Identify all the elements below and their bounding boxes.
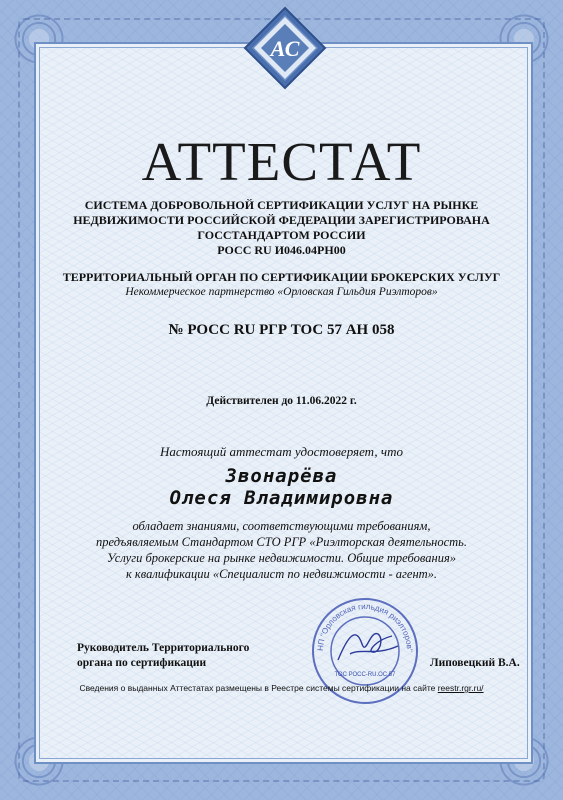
registry-note-text: Сведения о выданных Аттестатах размещены в Реестре системы сертификации на сайте [79,683,438,693]
head-title-line: Руководитель Территориального [77,642,250,654]
body-line: обладает знаниями, соответствующими требованиям, [132,519,431,533]
holder-given-names: Олеся Владимировна [169,487,394,509]
system-line: ГОССТАНДАРТОМ РОССИИ [197,228,366,242]
valid-until: Действителен до 11.06.2022 г. [206,395,357,407]
body-line: к квалификации «Специалист по недвижимости - агент». [125,567,438,581]
system-line: НЕДВИЖИМОСТИ РОССИЙСКОЙ ФЕДЕРАЦИИ ЗАРЕГИСТРИРОВАНА [73,213,490,227]
registry-note [0,683,563,693]
logo-letters: АС [270,36,300,61]
body-line: предъявляемым Стандартом СТО РГР «Риэлторская деятельность. [96,535,467,549]
system-line: СИСТЕМА ДОБРОВОЛЬНОЙ СЕРТИФИКАЦИИ УСЛУГ НА РЫНКЕ [84,198,479,212]
holder-surname: Звонарёва [225,465,338,487]
authority-name: ТЕРРИТОРИАЛЬНЫЙ ОРГАН ПО СЕРТИФИКАЦИИ БРОКЕРСКИХ УСЛУГ [62,270,501,284]
body-line: Услуги брокерские на рынке недвижимости. Общие требования» [106,551,457,565]
head-title [77,641,257,671]
certification-logo [243,6,327,90]
head-title-line: органа по сертификации [77,657,207,669]
document-title: АТТЕСТАТ [141,131,422,192]
certifies-text: Настоящий аттестат удостоверяет, что [160,444,403,459]
partnership-name: Некоммерческое партнерство «Орловская Гильдия Риэлторов» [125,286,438,298]
registration-code: РОСС RU И046.04РН00 [217,243,346,257]
certificate-number: № РОСС RU РГР ТОС 57 АН 058 [168,322,395,338]
svg-text:НП "Орловская гильдия риэлторо [316,602,414,652]
stamp-ring-text: НП "Орловская гильдия риэлторов" [315,601,415,652]
signature [338,634,398,660]
registry-link[interactable]: reestr.rgr.ru/ [437,683,484,693]
stamp-center-text: ТОС РОСС-RU.ОС 57 [334,672,396,678]
head-name: Липовецкий В.А. [430,657,520,669]
